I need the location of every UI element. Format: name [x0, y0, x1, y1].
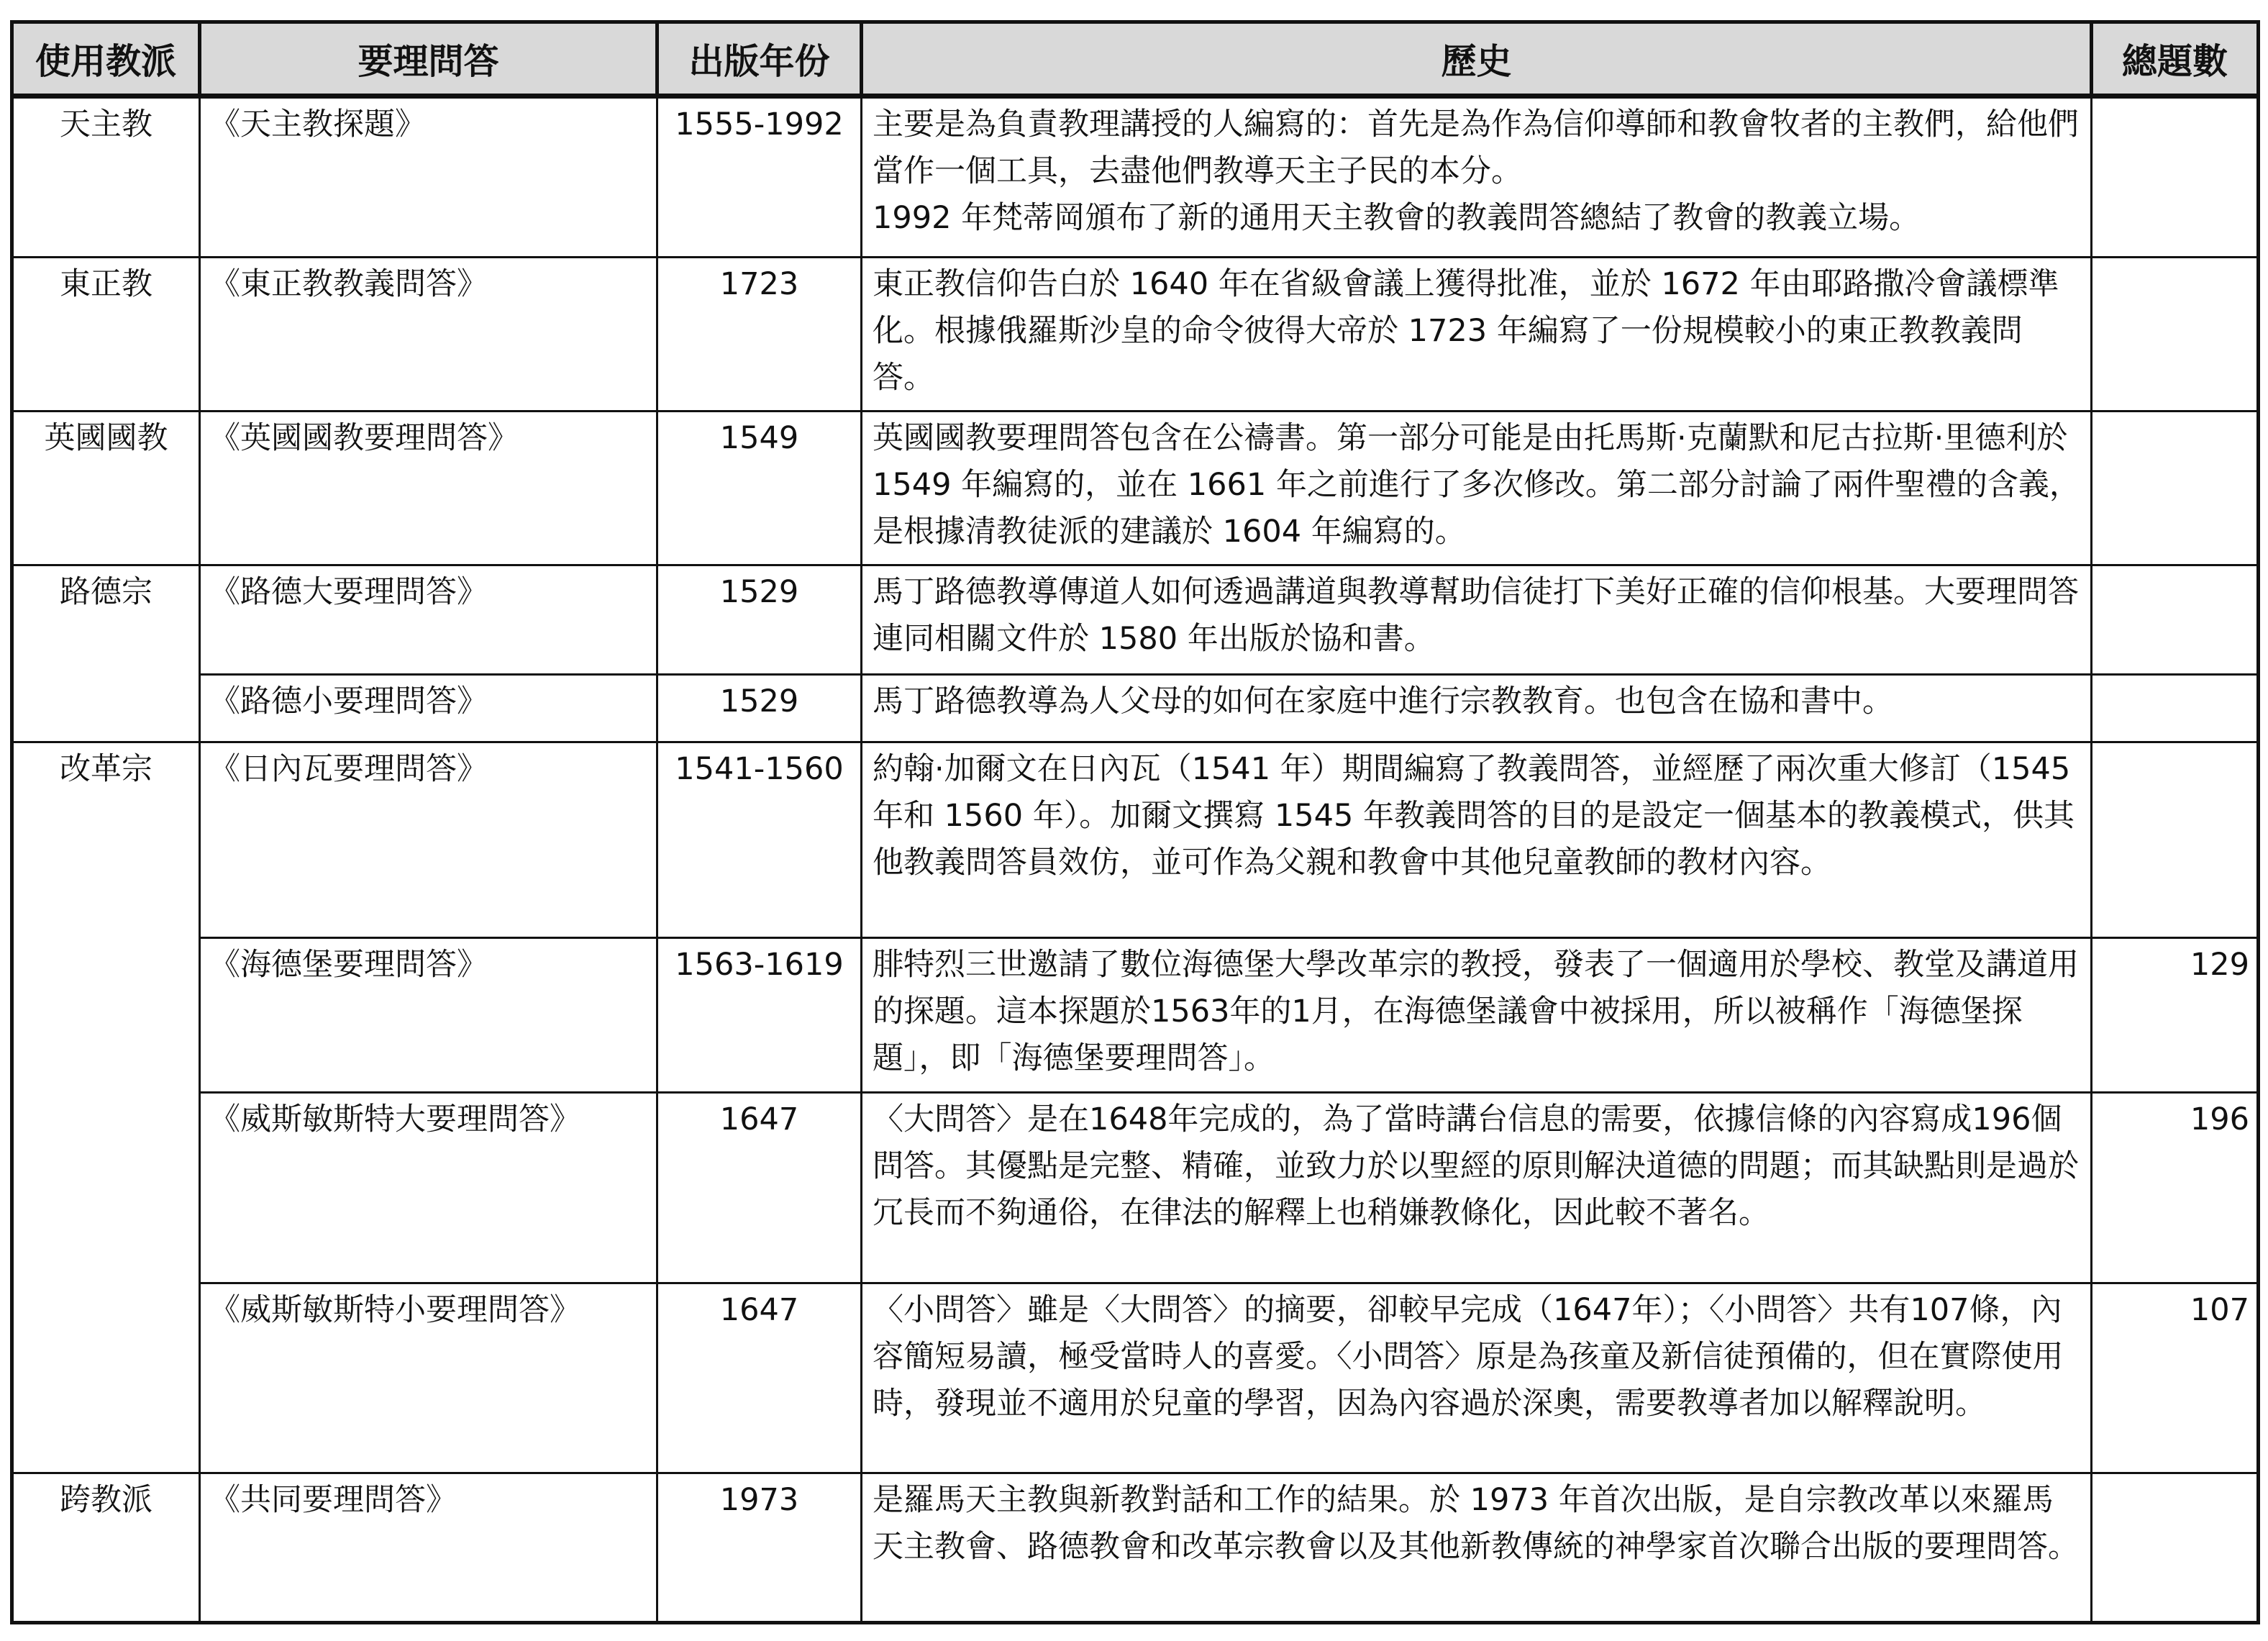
table-row [12, 258, 2259, 412]
history-cell [862, 258, 2092, 412]
count-cell [2092, 412, 2259, 565]
year-cell: 1647 [657, 1093, 862, 1283]
denomination-cell: 跨教派 [12, 1473, 200, 1623]
header-count: 總題數 [2092, 22, 2259, 96]
header-catechism: 要理問答 [200, 22, 657, 96]
table-row [12, 565, 2259, 675]
year-cell: 1647 [657, 1283, 862, 1473]
table-row [12, 96, 2259, 258]
count-cell: 129 [2092, 938, 2259, 1093]
count-cell [2092, 565, 2259, 675]
history-text: 主要是為負責教理講授的人編寫的：首先是為作為信仰導師和教會牧者的主教們，給他們當作一個工具，去盡他們教導天主子民的本分。 [873, 106, 2079, 189]
table-row [12, 675, 2259, 742]
catechism-cell: 《天主教探題》 [200, 96, 657, 258]
year-cell: 1973 [657, 1473, 862, 1623]
history-cell [862, 1093, 2092, 1283]
history-cell [862, 1473, 2092, 1623]
history-cell [862, 675, 2092, 742]
header-denomination: 使用教派 [12, 22, 200, 96]
denomination-cell: 天主教 [12, 96, 200, 258]
history-text: 馬丁路德教導傳道人如何透過講道與教導幫助信徒打下美好正確的信仰根基。大要理問答連同相關文件於 1580 年出版於協和書。 [873, 574, 2079, 657]
history-text: 英國國教要理問答包含在公禱書。第一部分可能是由托馬斯·克蘭默和尼古拉斯·里德利於 1549 年編寫的，並在 1661 年之前進行了多次修改。第二部分討論了兩件聖禮的含義，是根據清教徒派的建議於 1604 年編寫的。 [873, 420, 2080, 550]
table-row [12, 1473, 2259, 1623]
count-cell [2092, 1473, 2259, 1623]
year-cell: 1549 [657, 412, 862, 565]
catechism-cell: 《威斯敏斯特大要理問答》 [200, 1093, 657, 1283]
table-row [12, 1283, 2259, 1473]
year-cell: 1563-1619 [657, 938, 862, 1093]
history-text: 東正教信仰告白於 1640 年在省級會議上獲得批准，並於 1672 年由耶路撒冷會議標準化。根據俄羅斯沙皇的命令彼得大帝於 1723 年編寫了一份規模較小的東正教教義問答。 [873, 266, 2059, 396]
count-cell [2092, 258, 2259, 412]
count-cell [2092, 675, 2259, 742]
year-cell: 1541-1560 [657, 742, 862, 938]
denomination-cell: 改革宗 [12, 742, 200, 1473]
history-cell [862, 96, 2092, 258]
header-year: 出版年份 [657, 22, 862, 96]
table-row [12, 742, 2259, 938]
catechism-cell: 《共同要理問答》 [200, 1473, 657, 1623]
table-row [12, 412, 2259, 565]
history-text: 腓特烈三世邀請了數位海德堡大學改革宗的教授，發表了一個適用於學校、教堂及講道用的探題。這本探題於1563年的1月，在海德堡議會中被採用，所以被稱作「海德堡探題」，即「海德堡要理問答」。 [873, 947, 2079, 1076]
history-text: 約翰·加爾文在日內瓦（1541 年）期間編寫了教義問答，並經歷了兩次重大修訂（1545 年和 1560 年）。加爾文撰寫 1545 年教義問答的目的是設定一個基本的教義模式，供其他教義問答員效仿，並可作為父親和教會中其他兒童教師的教材內容。 [873, 751, 2075, 881]
year-cell: 1723 [657, 258, 862, 412]
catechism-table-page [10, 20, 2256, 1624]
header-history: 歷史 [862, 22, 2092, 96]
count-cell: 107 [2092, 1283, 2259, 1473]
count-cell: 196 [2092, 1093, 2259, 1283]
denomination-cell: 英國國教 [12, 412, 200, 565]
catechism-cell: 《海德堡要理問答》 [200, 938, 657, 1093]
year-cell: 1555-1992 [657, 96, 862, 258]
catechism-cell: 《東正教教義問答》 [200, 258, 657, 412]
denomination-cell: 路德宗 [12, 565, 200, 742]
catechism-cell: 《威斯敏斯特小要理問答》 [200, 1283, 657, 1473]
count-cell [2092, 742, 2259, 938]
catechism-cell: 《日內瓦要理問答》 [200, 742, 657, 938]
count-cell [2092, 96, 2259, 258]
history-cell [862, 412, 2092, 565]
year-cell: 1529 [657, 565, 862, 675]
catechism-cell: 《英國國教要理問答》 [200, 412, 657, 565]
table-row [12, 938, 2259, 1093]
history-cell [862, 565, 2092, 675]
history-text: 馬丁路德教導為人父母的如何在家庭中進行宗教教育。也包含在協和書中。 [873, 683, 1893, 719]
denomination-cell: 東正教 [12, 258, 200, 412]
history-text: 〈小問答〉雖是〈大問答〉的摘要，卻較早完成（1647年）；〈小問答〉共有107條，內容簡短易讀，極受當時人的喜愛。〈小問答〉原是為孩童及新信徒預備的，但在實際使用時，發現並不適用於兒童的學習，因為內容過於深奧，需要教導者加以解釋說明。 [873, 1292, 2064, 1422]
table-row [12, 1093, 2259, 1283]
year-cell: 1529 [657, 675, 862, 742]
history-text: 是羅馬天主教與新教對話和工作的結果。於 1973 年首次出版，是自宗教改革以來羅馬天主教會、路德教會和改革宗教會以及其他新教傳統的神學家首次聯合出版的要理問答。 [873, 1482, 2079, 1565]
history-text: 〈大問答〉是在1648年完成的，為了當時講台信息的需要，依據信條的內容寫成196個問答。其優點是完整、精確，並致力於以聖經的原則解決道德的問題；而其缺點則是過於冗長而不夠通俗，在律法的解釋上也稍嫌教條化，因此較不著名。 [873, 1101, 2079, 1231]
history-cell [862, 1283, 2092, 1473]
catechism-table [10, 20, 2260, 1624]
history-cell [862, 742, 2092, 938]
history-text: 1992 年梵蒂岡頒布了新的通用天主教會的教義問答總結了教會的教義立場。 [873, 200, 1921, 236]
header-row [12, 22, 2259, 96]
history-cell [862, 938, 2092, 1093]
catechism-cell: 《路德大要理問答》 [200, 565, 657, 675]
catechism-cell: 《路德小要理問答》 [200, 675, 657, 742]
